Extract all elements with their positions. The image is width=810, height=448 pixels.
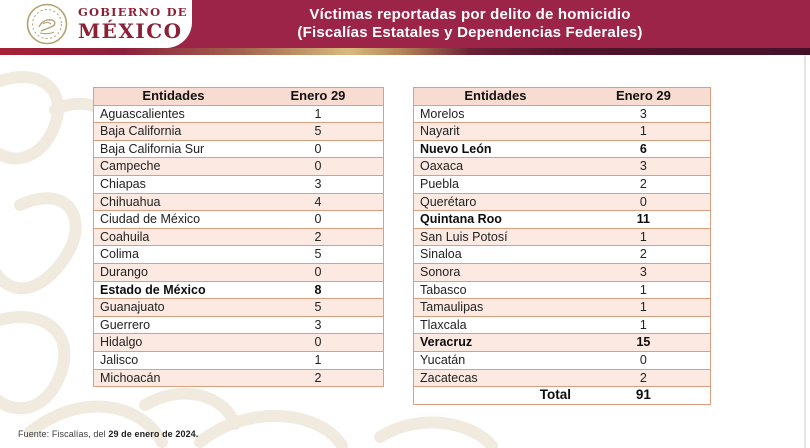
- entity-cell: Zacatecas: [414, 369, 577, 387]
- value-cell: 5: [253, 246, 384, 264]
- value-cell: 8: [253, 281, 384, 299]
- table-row: [414, 175, 711, 193]
- source-footnote: [18, 429, 198, 439]
- table-row: [94, 299, 384, 317]
- value-cell: 3: [253, 175, 384, 193]
- table-row: [94, 193, 384, 211]
- eagle-seal-icon: [26, 3, 68, 45]
- value-cell: 2: [253, 369, 384, 387]
- table-row: [94, 316, 384, 334]
- table-row: [94, 140, 384, 158]
- entity-cell: Hidalgo: [94, 334, 253, 352]
- value-cell: 1: [577, 123, 711, 141]
- column-header-enero29: Enero 29: [577, 88, 711, 106]
- value-cell: 1: [253, 351, 384, 369]
- entity-cell: Tlaxcala: [414, 316, 577, 334]
- table-row: [414, 263, 711, 281]
- source-prefix: Fuente: Fiscalías, del: [18, 429, 109, 439]
- entity-cell: Sonora: [414, 263, 577, 281]
- entity-cell: Coahuila: [94, 228, 253, 246]
- entity-cell: Baja California: [94, 123, 253, 141]
- value-cell: 0: [253, 334, 384, 352]
- value-cell: 0: [253, 263, 384, 281]
- entity-cell: Oaxaca: [414, 158, 577, 176]
- value-cell: 4: [253, 193, 384, 211]
- source-date: 29 de enero de 2024.: [108, 429, 199, 439]
- entity-cell: Michoacán: [94, 369, 253, 387]
- entity-cell: Nayarit: [414, 123, 577, 141]
- entity-cell: Jalisco: [94, 351, 253, 369]
- entity-cell: San Luis Potosí: [414, 228, 577, 246]
- table-row: [414, 123, 711, 141]
- table-header-row: [414, 88, 711, 106]
- table-row: [414, 105, 711, 123]
- table-row: [414, 299, 711, 317]
- value-cell: 11: [577, 211, 711, 229]
- logo-text-line2: MÉXICO: [78, 18, 183, 43]
- value-cell: 6: [577, 140, 711, 158]
- value-cell: 0: [253, 211, 384, 229]
- table-row: [94, 334, 384, 352]
- table-row: [94, 246, 384, 264]
- column-header-enero29: Enero 29: [253, 88, 384, 106]
- value-cell: 2: [577, 246, 711, 264]
- value-cell: 2: [577, 175, 711, 193]
- table-row: [94, 158, 384, 176]
- table-row: [94, 228, 384, 246]
- table-row: [414, 316, 711, 334]
- entity-cell: Chihuahua: [94, 193, 253, 211]
- logo-wordmark: [78, 7, 188, 41]
- value-cell: 0: [253, 158, 384, 176]
- logo-text-line1: GOBIERNO DE: [78, 5, 188, 20]
- table-header-row: [94, 88, 384, 106]
- table-row: [414, 193, 711, 211]
- table-row: [94, 105, 384, 123]
- banner-gradient-strip: [0, 48, 810, 55]
- column-header-entidades: Entidades: [94, 88, 253, 106]
- victims-table-left: [93, 87, 384, 387]
- total-row: [414, 387, 711, 405]
- entity-cell: Ciudad de México: [94, 211, 253, 229]
- table-row: [94, 263, 384, 281]
- gobierno-mexico-logo: [0, 0, 192, 48]
- value-cell: 0: [253, 140, 384, 158]
- entity-cell: Aguascalientes: [94, 105, 253, 123]
- value-cell: 1: [577, 316, 711, 334]
- table-row: [414, 334, 711, 352]
- victims-table-right: [413, 87, 711, 405]
- table-row: [94, 175, 384, 193]
- entity-cell: Baja California Sur: [94, 140, 253, 158]
- value-cell: 3: [577, 158, 711, 176]
- entity-cell: Guerrero: [94, 316, 253, 334]
- entity-cell: Estado de México: [94, 281, 253, 299]
- value-cell: 0: [577, 193, 711, 211]
- table-row: [94, 281, 384, 299]
- entity-cell: Puebla: [414, 175, 577, 193]
- value-cell: 2: [253, 228, 384, 246]
- value-cell: 0: [577, 351, 711, 369]
- value-cell: 5: [253, 123, 384, 141]
- value-cell: 1: [577, 228, 711, 246]
- title-line-1: Víctimas reportadas por delito de homicidio: [309, 6, 631, 23]
- value-cell: 3: [577, 263, 711, 281]
- entity-cell: Colima: [94, 246, 253, 264]
- entity-cell: Tabasco: [414, 281, 577, 299]
- entity-cell: Campeche: [94, 158, 253, 176]
- entity-cell: Querétaro: [414, 193, 577, 211]
- value-cell: 5: [253, 299, 384, 317]
- table-row: [414, 369, 711, 387]
- title-line-2: (Fiscalías Estatales y Dependencias Federales): [297, 24, 643, 41]
- table-row: [414, 211, 711, 229]
- table-row: [414, 281, 711, 299]
- value-cell: 1: [577, 281, 711, 299]
- table-row: [414, 246, 711, 264]
- total-value-cell: 91: [577, 387, 711, 405]
- entity-cell: Sinaloa: [414, 246, 577, 264]
- value-cell: 3: [253, 316, 384, 334]
- value-cell: 2: [577, 369, 711, 387]
- entity-cell: Durango: [94, 263, 253, 281]
- value-cell: 15: [577, 334, 711, 352]
- entity-cell: Tamaulipas: [414, 299, 577, 317]
- table-row: [94, 351, 384, 369]
- right-edge-divider: [804, 55, 806, 448]
- table-row: [414, 351, 711, 369]
- entity-cell: Morelos: [414, 105, 577, 123]
- entity-cell: Nuevo León: [414, 140, 577, 158]
- entity-cell: Quintana Roo: [414, 211, 577, 229]
- table-row: [414, 228, 711, 246]
- table-row: [94, 211, 384, 229]
- table-row: [414, 140, 711, 158]
- entity-cell: Chiapas: [94, 175, 253, 193]
- entity-cell: Yucatán: [414, 351, 577, 369]
- page-title: [160, 6, 780, 42]
- column-header-entidades: Entidades: [414, 88, 577, 106]
- table-row: [94, 369, 384, 387]
- table-row: [94, 123, 384, 141]
- value-cell: 3: [577, 105, 711, 123]
- table-row: [414, 158, 711, 176]
- value-cell: 1: [577, 299, 711, 317]
- value-cell: 1: [253, 105, 384, 123]
- entity-cell: Veracruz: [414, 334, 577, 352]
- total-label-cell: Total: [414, 387, 577, 405]
- entity-cell: Guanajuato: [94, 299, 253, 317]
